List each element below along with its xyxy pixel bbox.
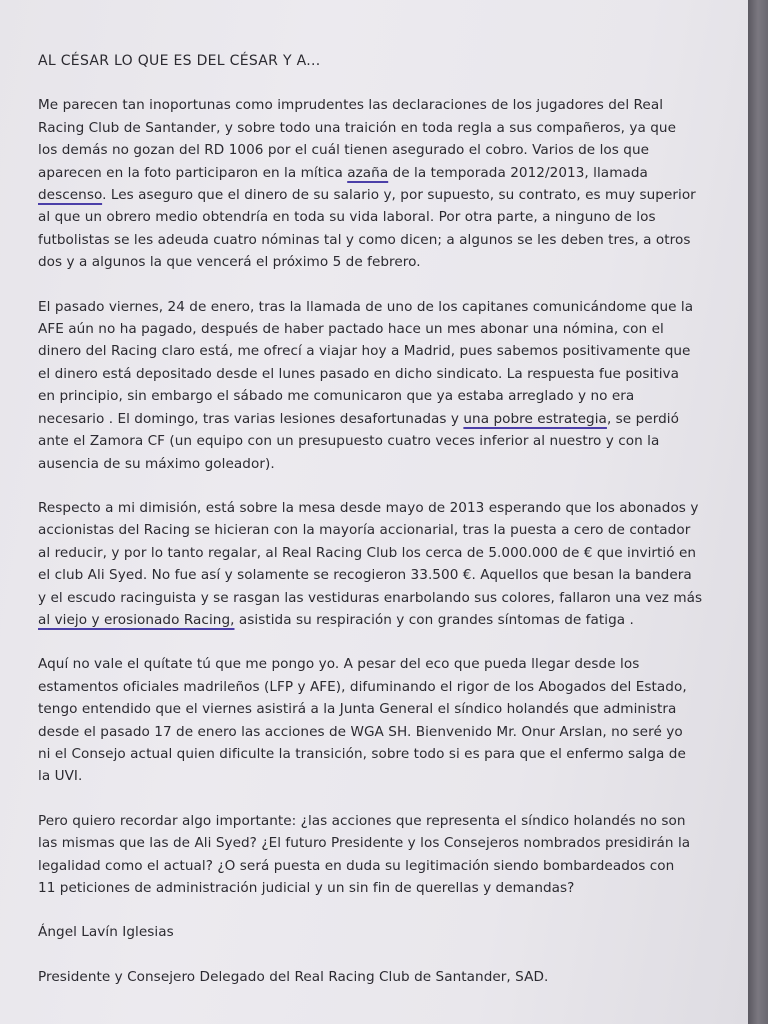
text-line: Aquí no vale el quítate tú que me pongo yo. A pesar del eco que pueda llegar desde los	[38, 656, 640, 673]
text-line	[38, 609, 728, 631]
text-line: Respecto a mi dimisión, está sobre la mesa desde mayo de 2013 esperando que los abonados y	[38, 499, 699, 516]
text-line	[38, 184, 728, 206]
text-line: dinero del Racing claro está, me ofrecí a viajar hoy a Madrid, pues sabemos positivamente que	[38, 343, 691, 360]
text-segment: asistida su respiración y con grandes síntomas de fatiga .	[234, 611, 634, 628]
text-line: en principio, sin embargo el sábado me comunicaron que ya estaba arreglado y no era	[38, 388, 635, 405]
letter-title: AL CÉSAR LO QUE ES DEL CÉSAR Y A...	[38, 53, 321, 69]
underlined-text: descenso	[38, 187, 103, 204]
text-line: futbolistas se les adeuda cuatro nóminas tal y como dicen; a algunos se les deben tres, a otros	[38, 231, 691, 248]
underlined-text: azaña	[347, 164, 389, 181]
paragraph-1	[38, 94, 728, 273]
text-line: al reducir, y por lo tanto regalar, al Real Racing Club los cerca de 5.000.000 de € que invirtió en	[38, 544, 697, 561]
text-segment: . Les aseguro que el dinero de su salario y, por supuesto, su contrato, es muy superior	[102, 187, 696, 204]
text-line: la UVI.	[38, 768, 83, 785]
text-line: estamentos oficiales madrileños (LFP y AFE), difuminando el rigor de los Abogados del Estado,	[38, 678, 687, 695]
text-line: las mismas que las de Ali Syed? ¿El futuro Presidente y los Consejeros nombrados presidirán la	[38, 835, 691, 852]
text-line	[38, 408, 728, 430]
text-line: tengo entendido que el viernes asistirá a la Junta General el síndico holandés que administra	[38, 701, 677, 718]
text-line: Racing Club de Santander, y sobre todo una traición en toda regla a sus compañeros, ya que	[38, 119, 677, 136]
paragraph-4	[38, 653, 728, 787]
signature-name: Ángel Lavín Iglesias	[38, 924, 174, 941]
underlined-text: al viejo y erosionado Racing,	[38, 611, 235, 628]
text-line: ni el Consejo actual quien dificulte la transición, sobre todo si es para que el enfermo salga de	[38, 745, 686, 762]
text-line: ante el Zamora CF (un equipo con un presupuesto cuatro veces inferior al nuestro y con la	[38, 433, 660, 450]
underlined-text: una pobre estrategia	[463, 410, 607, 427]
paragraph-2	[38, 296, 728, 475]
text-line: 11 peticiones de administración judicial y un sin fin de querellas y demandas?	[38, 880, 575, 896]
text-line: Me parecen tan inoportunas como imprudentes las declaraciones de los jugadores del Real	[38, 97, 664, 114]
text-segment: , se perdió	[606, 410, 679, 427]
background-edge	[748, 0, 768, 1024]
letter	[38, 50, 728, 988]
text-line: al que un obrero medio obtendría en toda su vida laboral. Por otra parte, a ninguno de los	[38, 209, 656, 226]
text-segment: necesario . El domingo, tras varias lesiones desafortunadas y	[38, 410, 464, 427]
text-line: AFE aún no ha pagado, después de haber pactado hace un mes abonar una nómina, con el	[38, 321, 664, 338]
text-line	[38, 162, 728, 184]
text-line: dos y a algunos la que vencerá el próximo 5 de febrero.	[38, 254, 421, 271]
text-line: desde el pasado 17 de enero las acciones de WGA SH. Bienvenido Mr. Onur Arslan, no seré yo	[38, 723, 683, 740]
text-segment: de la temporada 2012/2013, llamada	[388, 164, 648, 181]
text-line: El pasado viernes, 24 de enero, tras la llamada de uno de los capitanes comunicándome que la	[38, 298, 694, 315]
text-segment: aparecen en la foto participaron en la mítica	[38, 164, 348, 181]
text-line: Pero quiero recordar algo importante: ¿las acciones que representa el síndico holandés no son	[38, 812, 686, 829]
paragraph-5	[38, 810, 728, 900]
text-line: y el escudo racinguista y se rasgan las vestiduras enarbolando sus colores, fallaron una vez más	[38, 589, 703, 606]
paragraph-3	[38, 497, 728, 631]
text-line: el dinero está depositado desde el lunes pasado en dicho sindicato. La respuesta fue positiva	[38, 365, 680, 382]
text-line: accionistas del Racing se hicieran con la mayoría accionarial, tras la puesta a cero de contador	[38, 522, 691, 539]
text-line: los demás no gozan del RD 1006 por el cuál tienen asegurado el cobro. Varios de los que	[38, 142, 650, 159]
text-line: ausencia de su máximo goleador).	[38, 455, 275, 472]
text-line: el club Ali Syed. No fue así y solamente se recogieron 33.500 €. Aquellos que besan la bandera	[38, 567, 692, 584]
text-line: legalidad como el actual? ¿O será puesta en duda su legitimación siendo bombardeados con	[38, 857, 675, 874]
signatory-position: Presidente y Consejero Delegado del Real Racing Club de Santander, SAD.	[38, 968, 549, 985]
